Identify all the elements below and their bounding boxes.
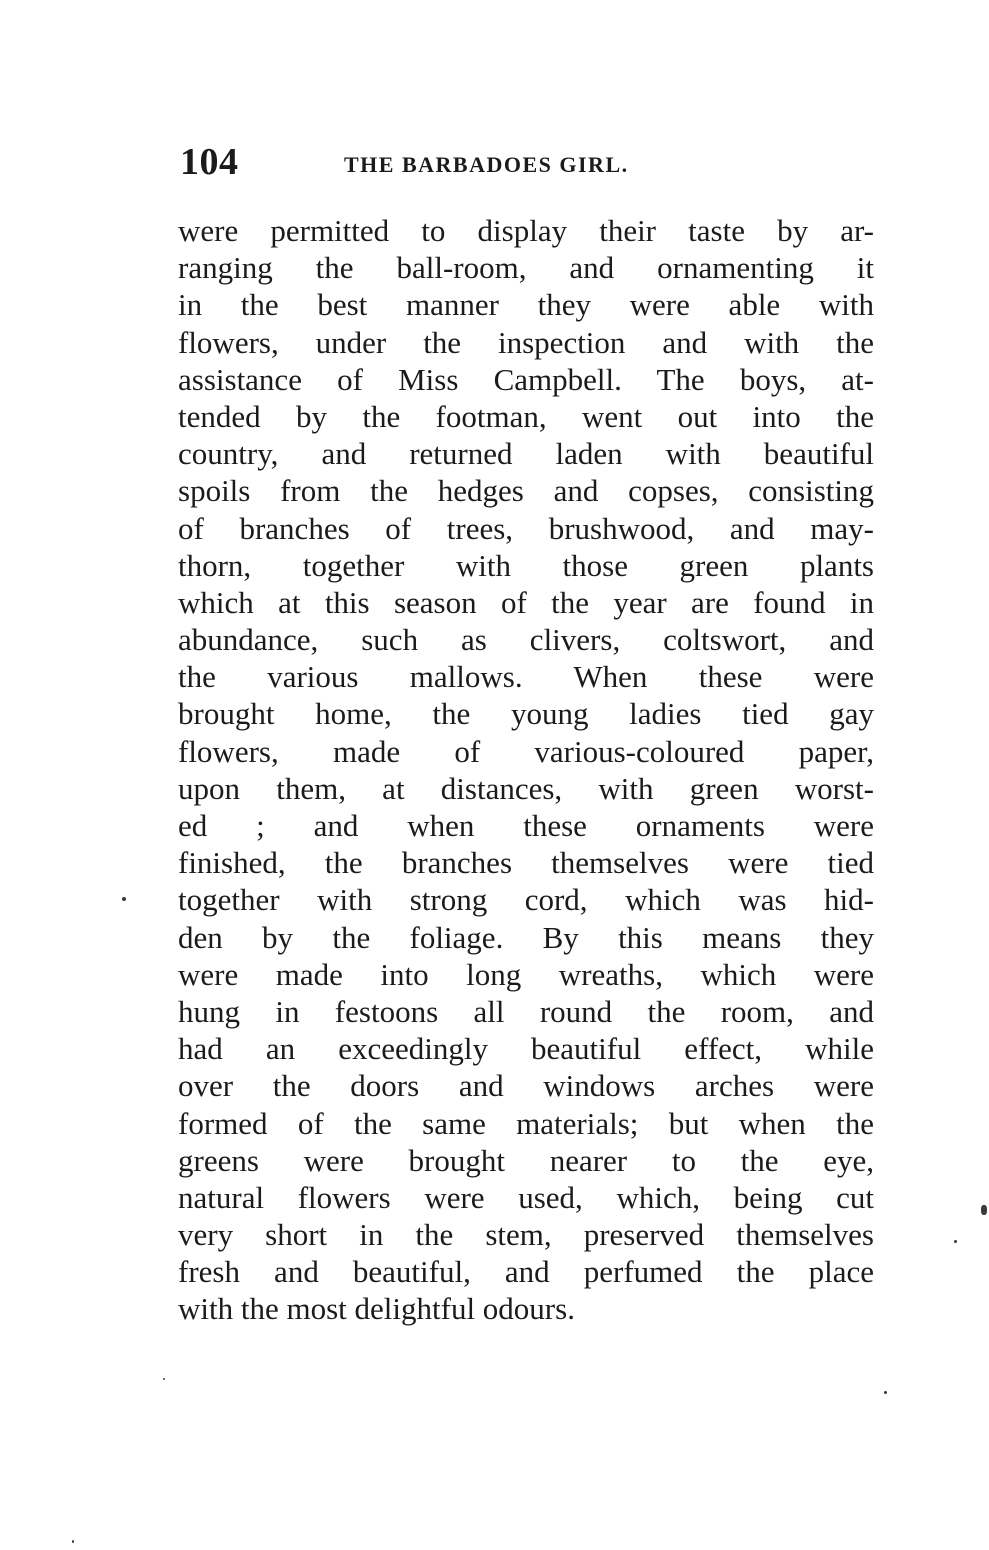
text-line: brought home, the young ladies tied gay [178, 696, 874, 732]
text-line: country, and returned laden with beautiful [178, 436, 874, 472]
text-line: assistance of Miss Campbell. The boys, at- [178, 361, 874, 397]
text-line: tended by the footman, went out into the [178, 398, 874, 434]
text-line: finished, the branches themselves were tied [178, 845, 874, 881]
scan-speck [981, 1205, 987, 1215]
running-head: THE BARBADOES GIRL. [344, 152, 629, 177]
text-line: formed of the same materials; but when the [178, 1105, 874, 1141]
scan-speck [884, 1391, 887, 1394]
text-line: fresh and beautiful, and perfumed the place [178, 1254, 874, 1290]
scan-speck [122, 897, 126, 901]
text-line: over the doors and windows arches were [178, 1068, 874, 1104]
text-line: very short in the stem, preserved themselves [178, 1217, 874, 1253]
text-line: had an exceedingly beautiful effect, while [178, 1031, 874, 1067]
scan-speck [954, 1240, 957, 1243]
text-line: ranging the ball-room, and ornamenting it [178, 250, 874, 286]
text-line: natural flowers were used, which, being cut [178, 1179, 874, 1215]
text-line: spoils from the hedges and copses, consisting [178, 473, 874, 509]
text-line: were made into long wreaths, which were [178, 956, 874, 992]
text-line: were permitted to display their taste by ar- [178, 213, 874, 248]
text-line: abundance, such as clivers, coltswort, and [178, 622, 874, 658]
text-line: flowers, under the inspection and with the [178, 324, 874, 360]
text-line: upon them, at distances, with green worst- [178, 770, 874, 806]
scan-speck [163, 1378, 165, 1380]
text-line: the various mallows. When these were [178, 659, 874, 695]
page-number: 104 [180, 141, 239, 183]
text-line: thorn, together with those green plants [178, 547, 874, 583]
page-header [180, 140, 740, 190]
text-line: flowers, made of various-coloured paper, [178, 733, 874, 769]
text-line: of branches of trees, brushwood, and may- [178, 510, 874, 546]
text-line: hung in festoons all round the room, and [178, 993, 874, 1029]
body-text [178, 212, 874, 1328]
text-line: together with strong cord, which was hid- [178, 882, 874, 918]
text-line: in the best manner they were able with [178, 287, 874, 323]
scan-speck [72, 1540, 74, 1543]
text-line: with the most delightful odours. [178, 1291, 575, 1327]
text-line: den by the foliage. By this means they [178, 919, 874, 955]
text-line: ed ; and when these ornaments were [178, 808, 874, 843]
text-line: which at this season of the year are found in [178, 584, 874, 620]
text-line: greens were brought nearer to the eye, [178, 1142, 874, 1178]
